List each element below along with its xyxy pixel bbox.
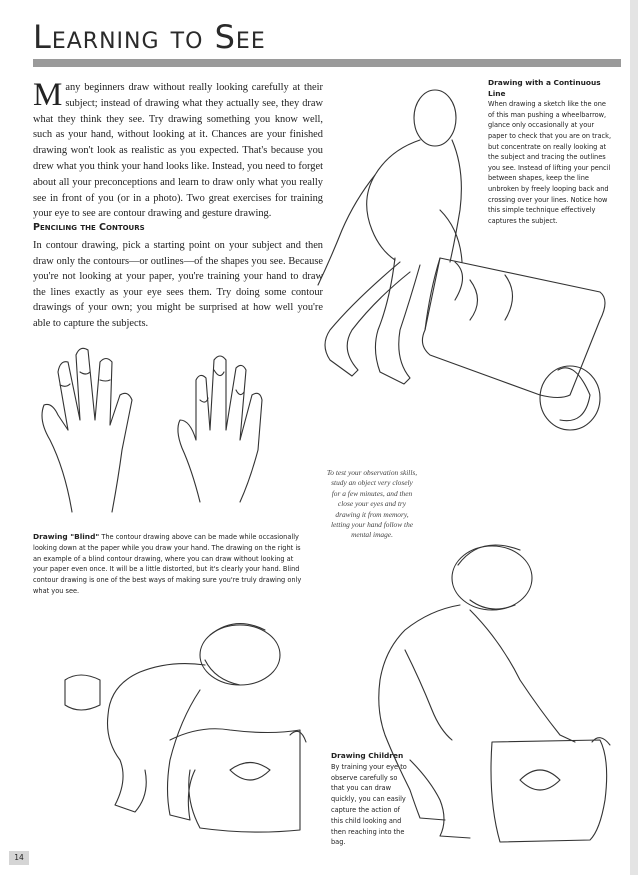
page-number: 14 [9, 851, 29, 865]
drop-cap: M [33, 77, 63, 113]
caption-blind-title: Drawing "Blind" [33, 532, 100, 541]
contour-paragraph: In contour drawing, pick a starting point on your subject and then draw only the contours—or outlines—of the shapes you see. Because you're not looking at your paper, you're training your hand to draw the lines exactly as your eye sees them. Try doing some contour drawings of your own; you might be surprised at how well you're able to capture the subjects. [33, 240, 323, 329]
caption-wheelbarrow-text: When drawing a sketch like the one of this man pushing a wheelbarrow, glance only occasionally at your paper to check that you are on track, but concentrate on really looking at the subject and tracing the outlines you see. Instead of lifting your pencil between shapes, keep the line unbroken by freely looping back and crossing over your lines. Notice how this simple technique effectively captures the subject. [488, 100, 612, 225]
pull-quote: To test your observation skills, study an object very closely for a few minutes, and then close your eyes and try drawing it from memory, letting your hand follow the mental image. [326, 468, 418, 540]
caption-children [331, 751, 411, 848]
intro-text: any beginners draw without really looking carefully at their subject; instead of drawing what they actually see, they draw what they think they see. Try drawing something you know well, such as your hand, without looking at it. Chances are your finished drawing won't look as realistic as you expected. That's because you drew what you think your hand looks like. Instead, you need to forget about all your preconceptions and learn to draw only what you really see in front of you (or in a photo). Two great exercises for training your eye to see are contour drawing and gesture drawing. [33, 82, 323, 220]
caption-wheelbarrow-title: Drawing with a Continuous Line [488, 78, 601, 98]
caption-blind-text: The contour drawing above can be made while occasionally looking down at the paper while you draw your hand. The drawing on the right is an example of a blind contour drawing, where you can draw without looking at your paper even once. It will be a little distorted, but it's clearly your hand. Blind contour drawing is one of the best ways of making sure you're truly drawing only what you see. [33, 533, 302, 595]
caption-children-title: Drawing Children [331, 751, 404, 760]
page-title: Learning to See [33, 18, 266, 56]
section-heading: Penciling the Contours [33, 222, 145, 233]
caption-children-text: By training your eye to observe carefully so that you can draw quickly, you can easily capture the action of this child looking and then reaching into the bag. [331, 762, 407, 847]
